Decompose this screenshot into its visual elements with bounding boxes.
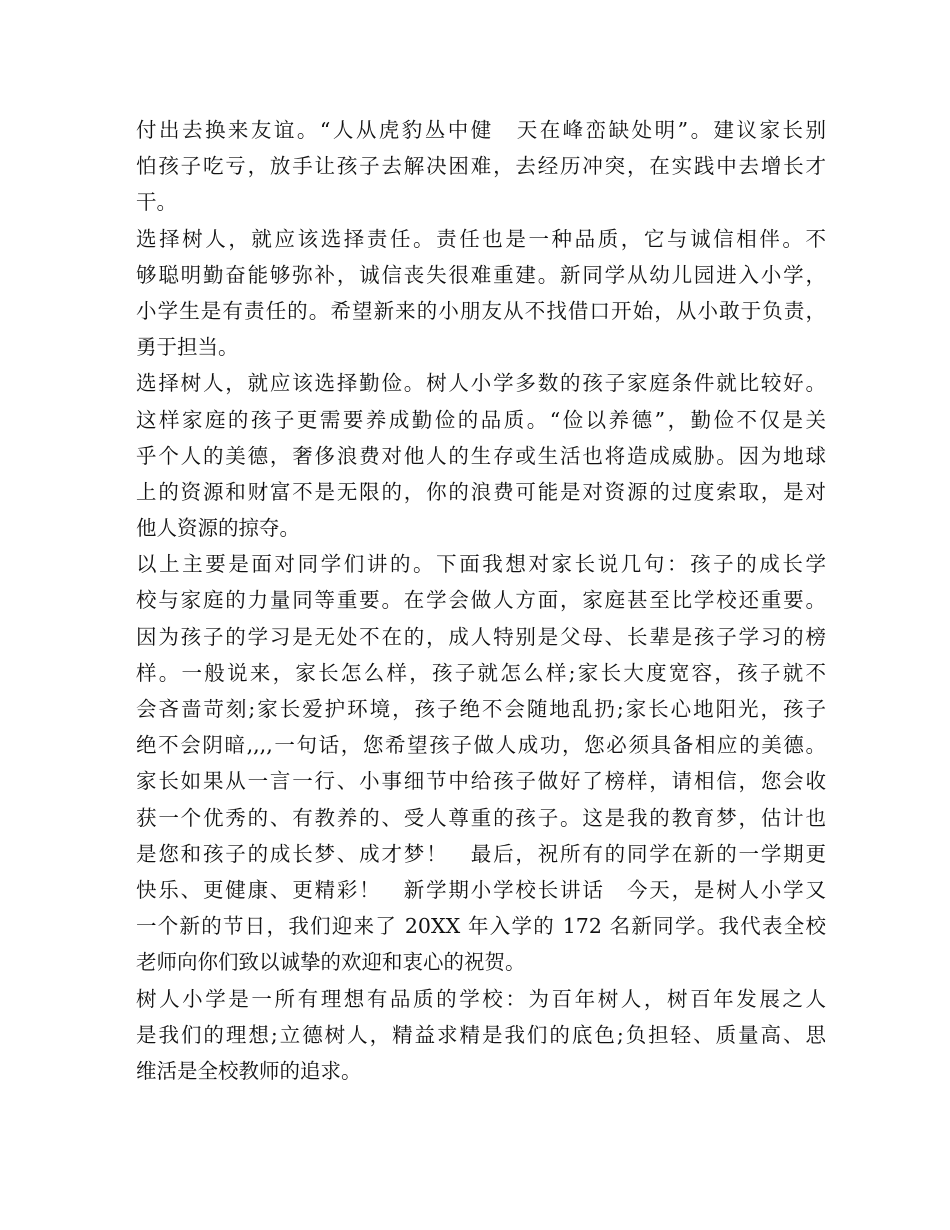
text-line: 家长如果从一言一行、小事细节中给孩子做好了榜样，请相信，您会收 [136,769,826,794]
text-line: 他人资源的掠夺。 [136,516,300,541]
text-line: 小学生是有责任的。希望新来的小朋友从不找借口开始，从小敢于负责， [136,298,826,323]
text-line: 选择树人，就应该选择责任。责任也是一种品质，它与诚信相伴。不 [136,226,826,251]
text-line: 怕孩子吃亏，放手让孩子去解决困难，去经历冲突，在实践中去增长才 [136,154,826,179]
text-line: 干。 [136,190,177,215]
text-line: 选择树人，就应该选择勤俭。树人小学多数的孩子家庭条件就比较好。 [136,371,826,396]
text-line: 乎个人的美德，奢侈浪费对他人的生存或生活也将造成威胁。因为地球 [136,443,826,468]
paragraph [136,365,826,546]
text-line: 以上主要是面对同学们讲的。下面我想对家长说几句：孩子的成长学 [136,552,826,577]
text-line: 上的资源和财富不是无限的，你的浪费可能是对资源的过度索取，是对 [136,479,826,504]
text-line: 付出去换来友谊。“人从虎豹丛中健 天在峰峦缺处明”。建议家长别 [136,118,826,142]
text-line: 是我们的理想;立德树人，精益求精是我们的底色;负担轻、质量高、思 [136,1022,826,1047]
document-body [136,112,826,1089]
text-line: 样。一般说来，家长怎么样，孩子就怎么样;家长大度宽容，孩子就不 [136,660,826,685]
text-line: 树人小学是一所有理想有品质的学校：为百年树人，树百年发展之人 [136,986,826,1011]
text-line: 这样家庭的孩子更需要养成勤俭的品质。“俭以养德”，勤俭不仅是关 [136,407,826,432]
text-line: 会吝啬苛刻;家长爱护环境，孩子绝不会随地乱扔;家长心地阳光，孩子 [136,697,826,721]
text-line: 老师向你们致以诚挚的欢迎和衷心的祝贺。 [136,950,526,975]
text-line: 勇于担当。 [136,335,239,360]
text-line: 维活是全校教师的追求。 [136,1058,362,1083]
text-line: 是您和孩子的成长梦、成才梦！ 最后，祝所有的同学在新的一学期更 [136,841,826,866]
paragraph [136,221,826,366]
paragraph [136,981,826,1090]
text-line: 绝不会阴暗,,,,一句话，您希望孩子做人成功，您必须具备相应的美德。 [136,733,826,758]
text-line: 快乐、更健康、更精彩！ 新学期小学校长讲话 今天，是树人小学又 [136,877,826,902]
text-line: 一个新的节日，我们迎来了 20XX 年入学的 172 名新同学。我代表全校 [136,914,826,939]
text-line: 因为孩子的学习是无处不在的，成人特别是父母、长辈是孩子学习的榜 [136,624,826,649]
paragraph [136,112,826,221]
text-line: 校与家庭的力量同等重要。在学会做人方面，家庭甚至比学校还重要。 [136,588,826,613]
text-line: 获一个优秀的、有教养的、受人尊重的孩子。这是我的教育梦，估计也 [136,805,826,830]
text-line: 够聪明勤奋能够弥补，诚信丧失很难重建。新同学从幼儿园进入小学， [136,262,826,287]
paragraph [136,546,826,980]
